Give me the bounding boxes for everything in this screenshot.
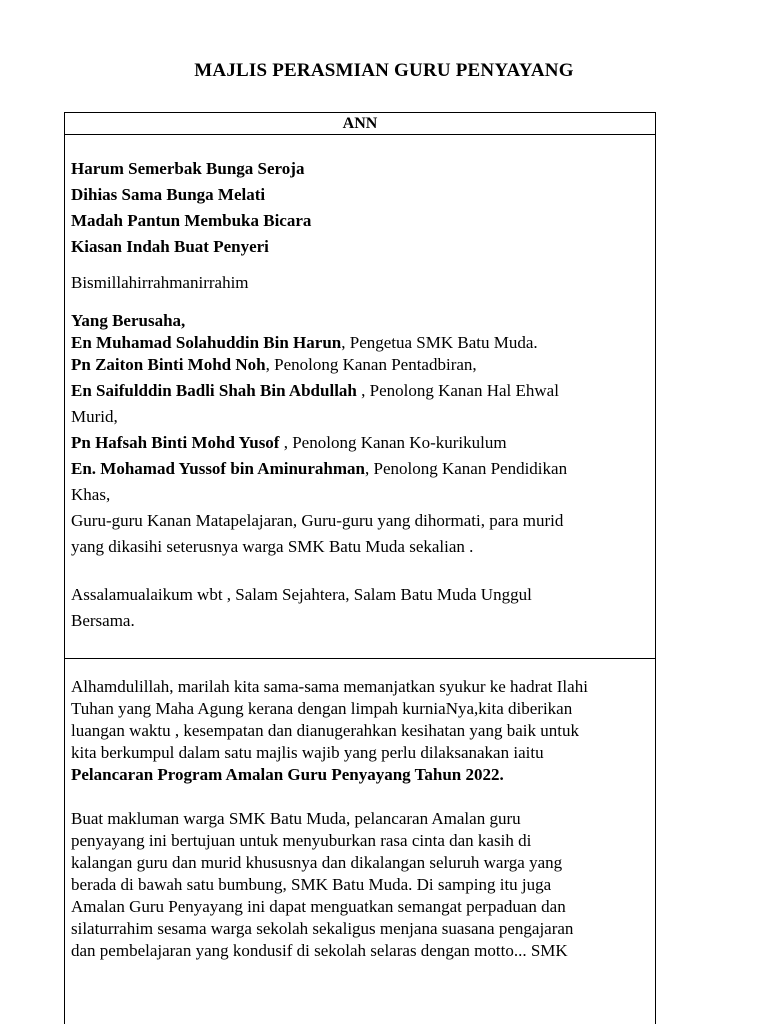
paragraph-line: penyayang ini bertujuan untuk menyuburkan rasa cinta dan kasih di <box>71 831 532 850</box>
dignitary-name: Pn Zaiton Binti Mohd Noh <box>71 355 266 374</box>
table-header-cell: ANN <box>65 113 655 135</box>
dignitary-role: , Pengetua SMK Batu Muda. <box>341 333 538 352</box>
pantun-line: Kiasan Indah Buat Penyeri <box>71 237 269 256</box>
paragraph-line: berada di bawah satu bumbung, SMK Batu Muda. Di samping itu juga <box>71 875 552 894</box>
paragraph-line: Buat makluman warga SMK Batu Muda, pelancaran Amalan guru <box>71 809 521 828</box>
opening-cell <box>65 135 655 659</box>
dignitary-line <box>71 430 645 456</box>
greeting-line: Bersama. <box>71 611 135 630</box>
paragraph-line: Amalan Guru Penyayang ini dapat menguatkan semangat perpaduan dan <box>71 897 566 916</box>
program-title: Pelancaran Program Amalan Guru Penyayang Tahun 2022. <box>71 765 504 784</box>
paragraph-line: kita berkumpul dalam satu majlis wajib yang perlu dilaksanakan iaitu <box>71 743 544 762</box>
dignitary-role: , Penolong Kanan Hal Ehwal <box>356 381 559 400</box>
dignitary-role-cont: Murid, <box>71 407 118 426</box>
paragraph-line: kalangan guru dan murid khususnya dan dikalangan seluruh warga yang <box>71 853 563 872</box>
paragraph-line: luangan waktu , kesempatan dan dianugerahkan kesihatan yang baik untuk <box>71 721 579 740</box>
salutation: Yang Berusaha, <box>71 311 186 330</box>
dignitary-line <box>71 456 645 482</box>
paragraph-line: Alhamdulillah, marilah kita sama-sama memanjatkan syukur ke hadrat Ilahi <box>71 677 588 696</box>
greeting-line: Assalamualaikum wbt , Salam Sejahtera, Salam Batu Muda Unggul <box>71 585 532 604</box>
speech-cell <box>65 659 655 962</box>
paragraph-line: Tuhan yang Maha Agung kerana dengan limpah kurniaNya,kita diberikan <box>71 699 573 718</box>
dignitary-line <box>71 332 645 354</box>
dignitary-name: Pn Hafsah Binti Mohd Yusof <box>71 433 280 452</box>
dignitary-name: En Muhamad Solahuddin Bin Harun <box>71 333 342 352</box>
dignitary-role: , Penolong Kanan Pentadbiran, <box>265 355 477 374</box>
dignitary-line <box>71 354 645 376</box>
dignitary-line <box>71 378 645 404</box>
dignitary-role: , Penolong Kanan Ko-kurikulum <box>279 433 507 452</box>
pantun-line: Dihias Sama Bunga Melati <box>71 185 266 204</box>
pantun-line: Harum Semerbak Bunga Seroja <box>71 159 305 178</box>
dignitary-name: En. Mohamad Yussof bin Aminurahman <box>71 459 365 478</box>
pantun-line: Madah Pantun Membuka Bicara <box>71 211 312 230</box>
paragraph-line: dan pembelajaran yang kondusif di sekolah selaras dengan motto... SMK <box>71 941 568 960</box>
script-table <box>64 112 656 1024</box>
dignitary-role-cont: Khas, <box>71 485 111 504</box>
dignitary-name: En Saifulddin Badli Shah Bin Abdullah <box>71 381 357 400</box>
audience-line: Guru-guru Kanan Matapelajaran, Guru-guru yang dihormati, para murid <box>71 511 564 530</box>
document-title: MAJLIS PERASMIAN GURU PENYAYANG <box>194 60 574 81</box>
dignitary-role: , Penolong Kanan Pendidikan <box>364 459 568 478</box>
audience-line: yang dikasihi seterusnya warga SMK Batu Muda sekalian . <box>71 537 474 556</box>
bismillah: Bismillahirrahmanirrahim <box>71 273 249 292</box>
paragraph-line: silaturrahim sesama warga sekolah sekaligus menjana suasana pengajaran <box>71 919 574 938</box>
